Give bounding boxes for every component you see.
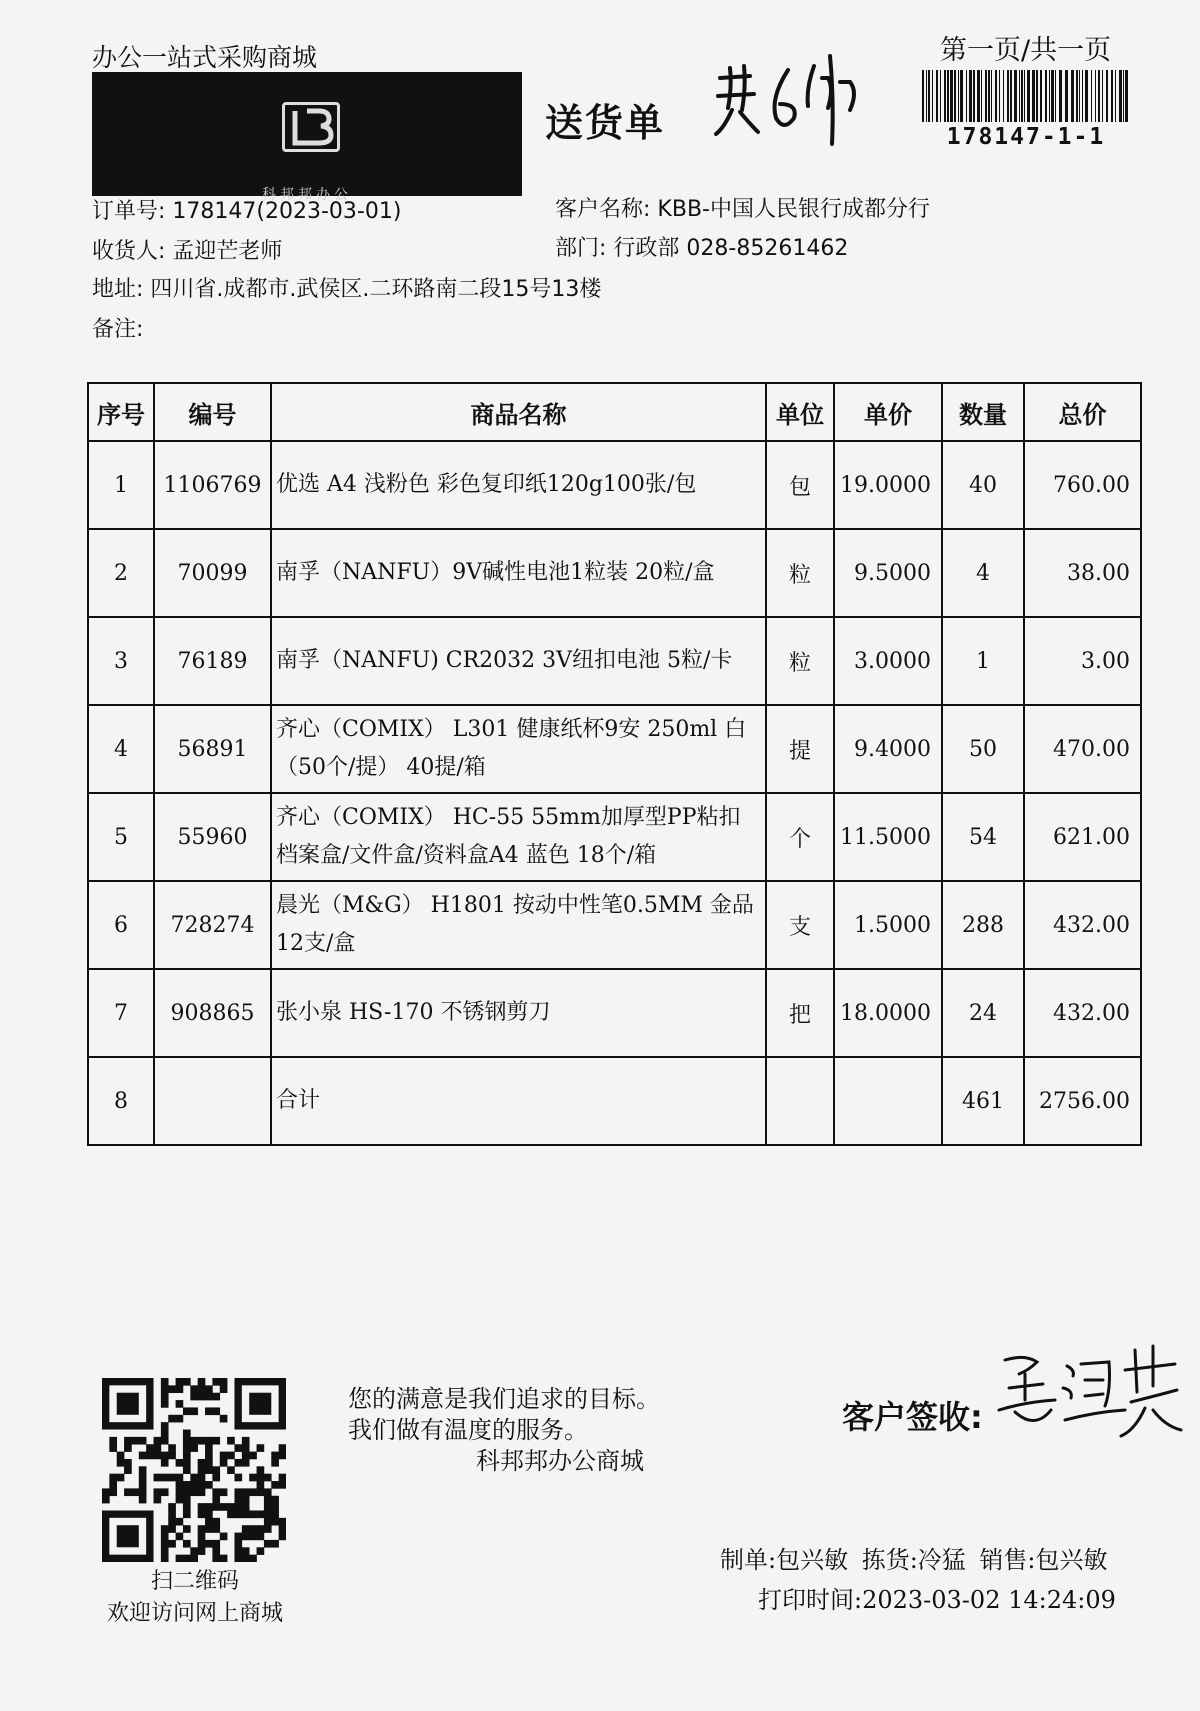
cell-qty: 24 bbox=[942, 969, 1024, 1057]
cell-total: 432.00 bbox=[1024, 969, 1141, 1057]
department bbox=[555, 231, 848, 262]
barcode-number: 178147-1-1 bbox=[946, 124, 1106, 150]
remark-label: 备注: bbox=[92, 317, 144, 342]
document-title: 送货单 bbox=[545, 101, 666, 145]
cell-code: 70099 bbox=[154, 529, 271, 617]
remark bbox=[92, 312, 143, 343]
cell-code: 728274 bbox=[154, 881, 271, 969]
cell-code: 76189 bbox=[154, 617, 271, 705]
cell-name: 南孚（NANFU）9V碱性电池1粒装 20粒/盒 bbox=[271, 529, 766, 617]
qr-code[interactable] bbox=[102, 1378, 286, 1562]
table-row bbox=[88, 705, 1141, 793]
cell-name: 晨光（M&G） H1801 按动中性笔0.5MM 金品 12支/盒 bbox=[271, 881, 766, 969]
order-number-label: 订单号: bbox=[92, 199, 166, 224]
company-logo bbox=[92, 72, 522, 203]
receiver bbox=[92, 234, 282, 265]
order-number-value: 178147(2023-03-01) bbox=[172, 199, 402, 224]
cell-price: 19.0000 bbox=[834, 441, 942, 529]
cell-total: 3.00 bbox=[1024, 617, 1141, 705]
slogan-line-1: 您的满意是我们追求的目标。 bbox=[348, 1385, 660, 1413]
table-row bbox=[88, 881, 1141, 969]
cell-code: 908865 bbox=[154, 969, 271, 1057]
customer-sign-label: 客户签收: bbox=[842, 1398, 983, 1436]
cell-total: 38.00 bbox=[1024, 529, 1141, 617]
order-number bbox=[92, 194, 401, 225]
scan-line-1: 扫二维码 bbox=[150, 1569, 239, 1594]
table-total-row bbox=[88, 1057, 1141, 1145]
table-row bbox=[88, 529, 1141, 617]
cell-unit: 粒 bbox=[766, 529, 834, 617]
table-row bbox=[88, 617, 1141, 705]
cell-total: 432.00 bbox=[1024, 881, 1141, 969]
cell-total-label: 合计 bbox=[271, 1057, 766, 1145]
cell-code: 1106769 bbox=[154, 441, 271, 529]
slogan-line-2: 我们做有温度的服务。 bbox=[348, 1416, 588, 1444]
cell-grand-total: 2756.00 bbox=[1024, 1057, 1141, 1145]
table-row bbox=[88, 969, 1141, 1057]
cell-total: 470.00 bbox=[1024, 705, 1141, 793]
store-name: 办公一站式采购商城 bbox=[92, 43, 318, 72]
cell-unit: 支 bbox=[766, 881, 834, 969]
cell-qty: 1 bbox=[942, 617, 1024, 705]
staff-info: 制单:包兴敏 拣货:冷猛 销售:包兴敏 bbox=[720, 1546, 1108, 1574]
header-code: 编号 bbox=[154, 383, 271, 441]
cell-price: 11.5000 bbox=[834, 793, 942, 881]
print-time: 打印时间:2023-03-02 14:24:09 bbox=[758, 1586, 1116, 1614]
logo-text: 科邦邦办公 bbox=[262, 187, 352, 203]
cell-price: 9.5000 bbox=[834, 529, 942, 617]
cell-code: 56891 bbox=[154, 705, 271, 793]
table-row bbox=[88, 793, 1141, 881]
address-label: 地址: bbox=[92, 277, 144, 302]
cell-price: 1.5000 bbox=[834, 881, 942, 969]
cell-seq: 6 bbox=[88, 881, 154, 969]
cell-qty: 4 bbox=[942, 529, 1024, 617]
handwritten-count bbox=[710, 48, 870, 148]
cell-total: 621.00 bbox=[1024, 793, 1141, 881]
cell-unit: 包 bbox=[766, 441, 834, 529]
header-total: 总价 bbox=[1024, 383, 1141, 441]
cell-seq: 2 bbox=[88, 529, 154, 617]
table-header-row bbox=[88, 383, 1141, 441]
department-value: 行政部 028-85261462 bbox=[613, 236, 849, 261]
header-qty: 数量 bbox=[942, 383, 1024, 441]
address bbox=[92, 272, 601, 303]
header-unit: 单位 bbox=[766, 383, 834, 441]
cell-total-qty: 461 bbox=[942, 1057, 1024, 1145]
cell-seq: 8 bbox=[88, 1057, 154, 1145]
logo-icon bbox=[282, 102, 340, 152]
cell-price: 3.0000 bbox=[834, 617, 942, 705]
cell-unit: 把 bbox=[766, 969, 834, 1057]
cell-qty: 50 bbox=[942, 705, 1024, 793]
barcode bbox=[920, 70, 1132, 122]
cell-name: 张小泉 HS-170 不锈钢剪刀 bbox=[271, 969, 766, 1057]
slogan-line-3: 科邦邦办公商城 bbox=[476, 1447, 644, 1475]
department-label: 部门: bbox=[555, 236, 607, 261]
slogan bbox=[348, 1384, 660, 1477]
cell-price: 9.4000 bbox=[834, 705, 942, 793]
cell-unit: 个 bbox=[766, 793, 834, 881]
cell-seq: 4 bbox=[88, 705, 154, 793]
address-value: 四川省.成都市.武侯区.二环路南二段15号13楼 bbox=[150, 277, 602, 302]
cell-qty: 54 bbox=[942, 793, 1024, 881]
cell-unit: 提 bbox=[766, 705, 834, 793]
cell-qty: 288 bbox=[942, 881, 1024, 969]
customer-signature bbox=[985, 1340, 1185, 1450]
cell-code: 55960 bbox=[154, 793, 271, 881]
cell-unit bbox=[766, 1057, 834, 1145]
page-info: 第一页/共一页 bbox=[940, 35, 1112, 66]
cell-seq: 3 bbox=[88, 617, 154, 705]
cell-unit: 粒 bbox=[766, 617, 834, 705]
header-name: 商品名称 bbox=[271, 383, 766, 441]
table-row bbox=[88, 441, 1141, 529]
cell-price bbox=[834, 1057, 942, 1145]
cell-seq: 7 bbox=[88, 969, 154, 1057]
cell-name: 齐心（COMIX） HC-55 55mm加厚型PP粘扣档案盒/文件盒/资料盒A4 蓝色 18个/箱 bbox=[271, 793, 766, 881]
scan-hint bbox=[80, 1566, 310, 1630]
customer-name-label: 客户名称: bbox=[555, 197, 651, 222]
cell-price: 18.0000 bbox=[834, 969, 942, 1057]
receiver-value: 孟迎芒老师 bbox=[172, 239, 283, 264]
cell-seq: 1 bbox=[88, 441, 154, 529]
cell-name: 南孚（NANFU) CR2032 3V纽扣电池 5粒/卡 bbox=[271, 617, 766, 705]
cell-name: 优选 A4 浅粉色 彩色复印纸120g100张/包 bbox=[271, 441, 766, 529]
cell-total: 760.00 bbox=[1024, 441, 1141, 529]
cell-name: 齐心（COMIX） L301 健康纸杯9安 250ml 白（50个/提） 40提/箱 bbox=[271, 705, 766, 793]
header-price: 单价 bbox=[834, 383, 942, 441]
customer-name-value: KBB-中国人民银行成都分行 bbox=[657, 197, 930, 222]
receiver-label: 收货人: bbox=[92, 239, 166, 264]
customer-name bbox=[555, 192, 930, 223]
goods-table bbox=[87, 382, 1142, 1146]
header-seq: 序号 bbox=[88, 383, 154, 441]
scan-line-2: 欢迎访问网上商城 bbox=[106, 1601, 283, 1626]
cell-seq: 5 bbox=[88, 793, 154, 881]
cell-qty: 40 bbox=[942, 441, 1024, 529]
cell-code bbox=[154, 1057, 271, 1145]
